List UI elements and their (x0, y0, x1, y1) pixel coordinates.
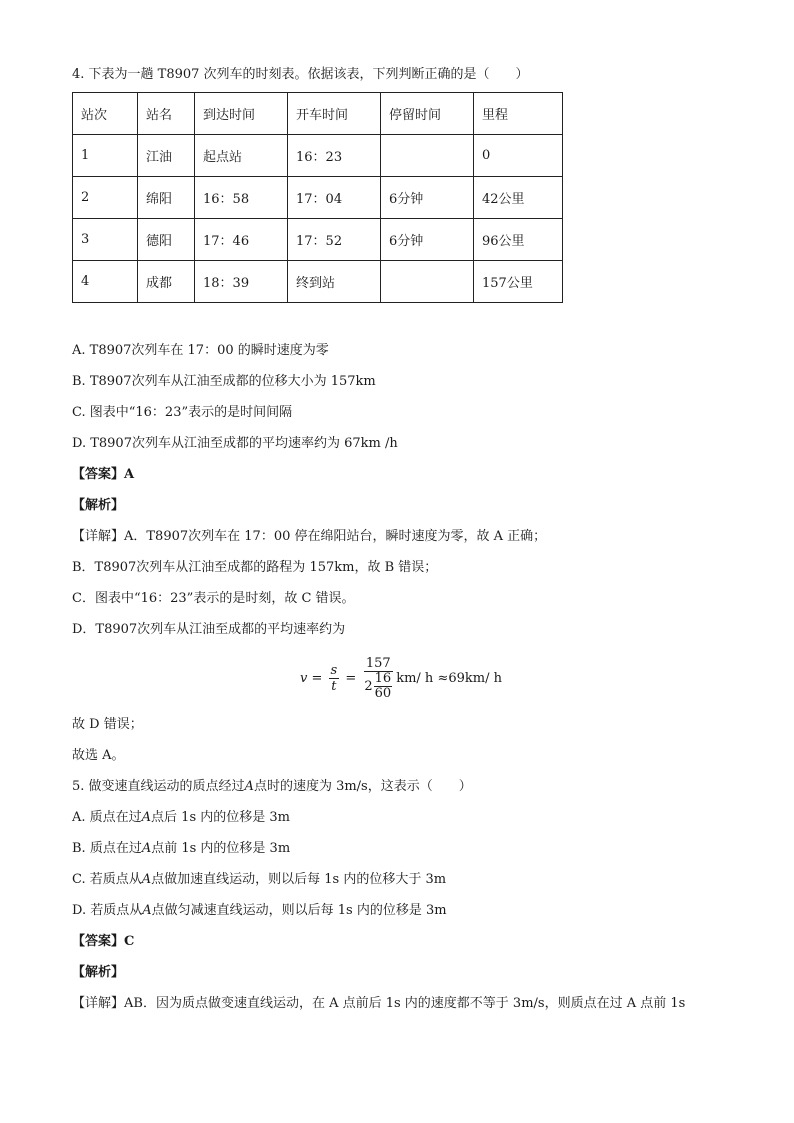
header-cell: 开车时间 (288, 93, 381, 135)
q4-detail-line: B．T8907次列车从江油至成都的路程为 157km，故 B 错误； (72, 560, 438, 575)
formula-unit: km/ h (464, 670, 502, 686)
header-cell: 站次 (73, 93, 138, 135)
q4-answer: 【答案】A (72, 467, 135, 482)
formula-result: 69 (448, 670, 465, 686)
table-cell: 17：04 (288, 177, 381, 219)
q4-detail-line: D．T8907次列车从江油至成都的平均速率约为 (72, 622, 346, 637)
table-row (73, 219, 563, 261)
table-cell: 18：39 (195, 261, 288, 303)
header-cell: 停留时间 (381, 93, 474, 135)
table-row (73, 135, 563, 177)
table-cell: 起点站 (195, 135, 288, 177)
formula-main-fraction: 157 2 $\frac{16}{60}$ (364, 655, 392, 701)
table-cell: 6分钟 (381, 219, 474, 261)
q4-final-choice: 故选 A。 (72, 748, 125, 763)
q5-option-c: C. 若质点从A点做加速直线运动，则以后每 1s 内的位移大于 3m (72, 872, 447, 887)
q5-option-a: A. 质点在过A点后 1s 内的位移是 3m (72, 810, 290, 825)
table-cell (381, 135, 474, 177)
q5-analysis-label: 【解析】 (72, 965, 125, 980)
table-cell: 1 (73, 135, 138, 177)
q4-detail-line: C．图表中“16：23”表示的是时刻，故 C 错误。 (72, 591, 355, 606)
formula-s-over-t: $\frac{s}{t}$ (330, 662, 338, 694)
table-cell: 德阳 (138, 219, 195, 261)
formula-approx: ≈ (437, 670, 449, 686)
table-cell: 3 (73, 219, 138, 261)
average-speed-formula: v = $\frac{s}{t}$ = 157 2 $\frac{16}{60}$ km/ h ≈ 69 km/ h (300, 655, 502, 701)
table-cell: 42公里 (474, 177, 563, 219)
table-cell: 17：52 (288, 219, 381, 261)
q5-answer: 【答案】C (72, 934, 135, 949)
table-row (73, 261, 563, 303)
timetable (72, 92, 563, 303)
table-cell: 16：58 (195, 177, 288, 219)
q4-detail-line: 【详解】A．T8907次列车在 17：00 停在绵阳站台，瞬时速度为零，故 A 正确； (72, 529, 547, 544)
q4-option-b: B. T8907次列车从江油至成都的位移大小为 157km (72, 374, 376, 389)
formula-v: v (300, 670, 308, 686)
table-cell: 6分钟 (381, 177, 474, 219)
table-cell (381, 261, 474, 303)
q4-option-a: A. T8907次列车在 17：00 的瞬时速度为零 (72, 343, 329, 358)
q5-option-b: B. 质点在过A点前 1s 内的位移是 3m (72, 841, 291, 856)
table-header-row (73, 93, 563, 135)
q4-conclusion: 故 D 错误； (72, 717, 143, 732)
table-cell: 2 (73, 177, 138, 219)
table-cell: 4 (73, 261, 138, 303)
table-row (73, 177, 563, 219)
table-cell: 终到站 (288, 261, 381, 303)
table-cell: 157公里 (474, 261, 563, 303)
q4-stem: 4. 下表为一趟 T8907 次列车的时刻表。依据该表，下列判断正确的是（ ） (72, 67, 529, 82)
table-cell: 96公里 (474, 219, 563, 261)
table-cell: 江油 (138, 135, 195, 177)
q4-option-d: D. T8907次列车从江油至成都的平均速率约为 67km /h (72, 436, 398, 451)
q5-stem: 5. 做变速直线运动的质点经过A点时的速度为 3m/s，这表示（ ） (72, 779, 472, 794)
q4-analysis-label: 【解析】 (72, 498, 125, 513)
q4-option-c: C. 图表中“16：23”表示的是时间间隔 (72, 405, 293, 420)
table-cell: 16：23 (288, 135, 381, 177)
header-cell: 里程 (474, 93, 563, 135)
formula-unit: km/ h (396, 670, 434, 686)
q5-option-d: D. 若质点从A点做匀减速直线运动，则以后每 1s 内的位移是 3m (72, 903, 447, 918)
q5-detail-line: 【详解】AB．因为质点做变速直线运动，在 A 点前后 1s 内的速度都不等于 3m/s，则质点在过 A 点前 1s (72, 996, 686, 1011)
header-cell: 到达时间 (195, 93, 288, 135)
table-cell: 绵阳 (138, 177, 195, 219)
header-cell: 站名 (138, 93, 195, 135)
table-cell: 17：46 (195, 219, 288, 261)
table-cell: 成都 (138, 261, 195, 303)
table-cell: 0 (474, 135, 563, 177)
